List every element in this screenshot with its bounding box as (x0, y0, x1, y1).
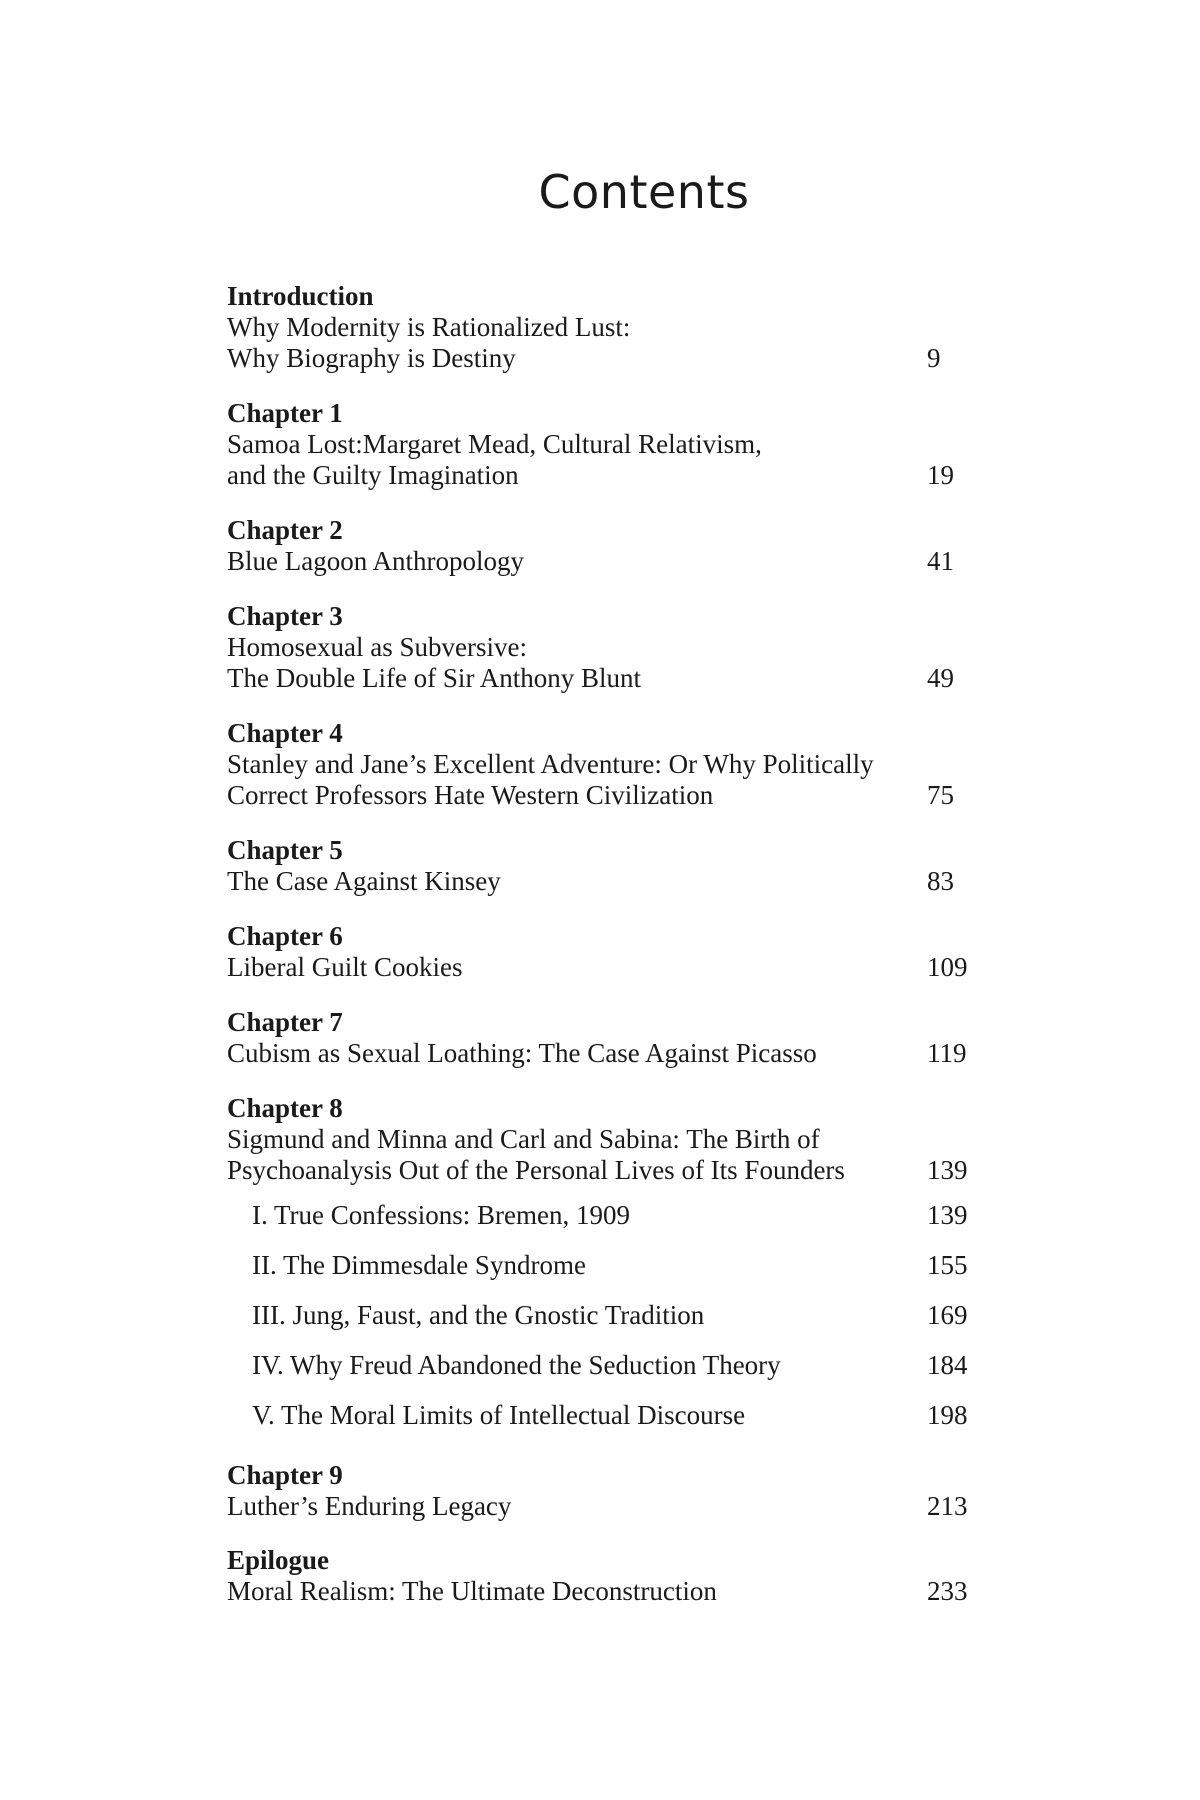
toc-entry-label: Chapter 2 (227, 515, 343, 545)
toc-entry (227, 1545, 987, 1607)
toc-entry-title-line: Psychoanalysis Out of the Personal Lives of Its Founders (227, 1155, 845, 1185)
toc-page-number: 19 (927, 460, 954, 490)
toc-entry (227, 921, 987, 983)
toc-section-entry (227, 1200, 987, 1231)
toc-entry (227, 718, 987, 811)
toc-section-entry (227, 1400, 987, 1431)
toc-entry-label: Chapter 3 (227, 601, 343, 631)
toc-section-title: V. The Moral Limits of Intellectual Discourse (252, 1400, 746, 1430)
toc-section-title: III. Jung, Faust, and the Gnostic Tradition (252, 1300, 705, 1330)
toc-entry-title-line: The Case Against Kinsey (227, 866, 501, 896)
toc-entry-title-line: and the Guilty Imagination (227, 460, 519, 490)
toc-page-number: 139 (927, 1200, 968, 1230)
toc-entry-title-line: Homosexual as Subversive: (227, 632, 527, 662)
toc-entry-title-line: Moral Realism: The Ultimate Deconstruction (227, 1576, 717, 1606)
toc-entry-title-line: Blue Lagoon Anthropology (227, 546, 524, 576)
toc-entry (227, 835, 987, 897)
toc-page-number: 41 (927, 546, 954, 576)
toc-page-number: 75 (927, 780, 954, 810)
toc-section-entry (227, 1300, 987, 1331)
toc-entry-label: Chapter 8 (227, 1093, 343, 1123)
toc-section-entry (227, 1350, 987, 1381)
toc-page-number: 109 (927, 952, 968, 982)
toc-entry-title-line: Samoa Lost:Margaret Mead, Cultural Relativism, (227, 429, 762, 459)
toc-entry (227, 515, 987, 577)
toc-entry-label: Chapter 6 (227, 921, 343, 951)
toc-entry-label: Epilogue (227, 1545, 330, 1575)
toc-page-number: 139 (927, 1155, 968, 1185)
toc-entry (227, 1007, 987, 1069)
toc-section-title: I. True Confessions: Bremen, 1909 (252, 1200, 630, 1230)
toc-section-title: II. The Dimmesdale Syndrome (252, 1250, 586, 1280)
toc-entry-title-line: Why Modernity is Rationalized Lust: (227, 312, 631, 342)
toc-entry (227, 1460, 987, 1522)
toc-page-number: 198 (927, 1400, 968, 1430)
page-title: Contents (538, 165, 750, 219)
toc-entry-title-line: Stanley and Jane’s Excellent Adventure: Or Why Politically (227, 749, 874, 779)
toc-entry-label: Chapter 4 (227, 718, 343, 748)
toc-entry-title-line: Liberal Guilt Cookies (227, 952, 463, 982)
toc-entry-label: Introduction (227, 281, 374, 311)
toc-page-number: 155 (927, 1250, 968, 1280)
toc-entry (227, 281, 987, 374)
toc-entry (227, 398, 987, 491)
table-of-contents (227, 281, 987, 1607)
toc-entry-title-line: The Double Life of Sir Anthony Blunt (227, 663, 641, 693)
toc-page-number: 213 (927, 1491, 968, 1521)
toc-page-number: 184 (927, 1350, 968, 1380)
toc-entry-title-line: Sigmund and Minna and Carl and Sabina: The Birth of (227, 1124, 820, 1154)
toc-entry-label: Chapter 9 (227, 1460, 343, 1490)
toc-entry-title-line: Luther’s Enduring Legacy (227, 1491, 512, 1521)
toc-page-number: 9 (927, 343, 941, 373)
toc-entry-label: Chapter 7 (227, 1007, 343, 1037)
toc-entry-label: Chapter 1 (227, 398, 343, 428)
toc-entry-title-line: Cubism as Sexual Loathing: The Case Against Picasso (227, 1038, 817, 1068)
toc-page-number: 169 (927, 1300, 968, 1330)
toc-page-number: 83 (927, 866, 954, 896)
toc-section-entry (227, 1250, 987, 1281)
toc-entry-title-line: Why Biography is Destiny (227, 343, 516, 373)
toc-page-number: 233 (927, 1576, 968, 1606)
toc-page-number: 49 (927, 663, 954, 693)
toc-entry-label: Chapter 5 (227, 835, 343, 865)
toc-page-number: 119 (927, 1038, 967, 1068)
toc-entry-title-line: Correct Professors Hate Western Civilization (227, 780, 714, 810)
toc-section-title: IV. Why Freud Abandoned the Seduction Theory (252, 1350, 781, 1380)
toc-entry (227, 601, 987, 694)
toc-entry (227, 1093, 987, 1186)
